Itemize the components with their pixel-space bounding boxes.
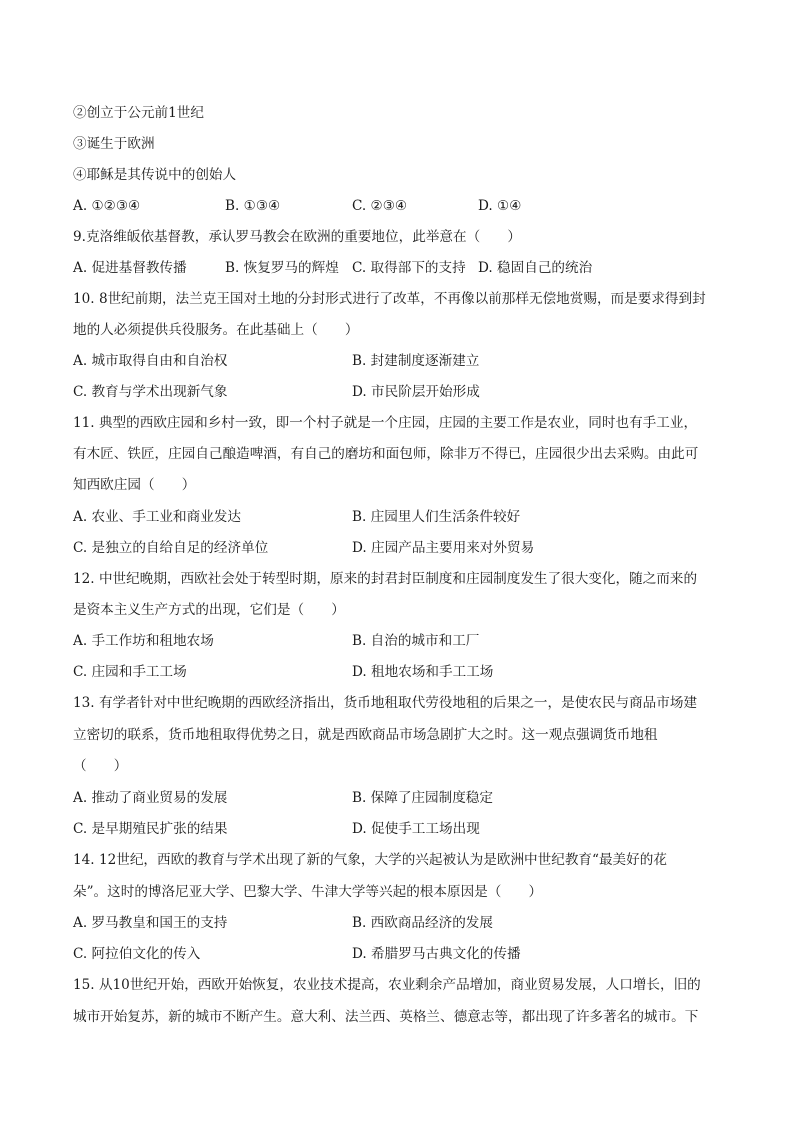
q11-stem-line1: 11. 典型的西欧庄园和乡村一致，即一个村子就是一个庄园，庄园的主要工作是农业，同时也有手工业，	[73, 415, 698, 431]
q14-stem-line1: 14. 12世纪，西欧的教育与学术出现了新的气象，大学的兴起被认为是欧洲中世纪教育“最美好的花	[73, 852, 667, 868]
q9-option-d[interactable]: D. 稳固自己的统治	[478, 260, 593, 276]
q11-stem-line3: 知西欧庄园（ ）	[73, 477, 196, 493]
q13-stem-line2: 立密切的联系，货币地租取得优势之日，就是西欧商品市场急剧扩大之时。这一观点强调货币地租	[73, 727, 658, 743]
q14-option-b[interactable]: B. 西欧商品经济的发展	[352, 915, 493, 931]
q9-stem: 9.克洛维皈依基督教，承认罗马教会在欧洲的重要地位，此举意在（ ）	[73, 229, 521, 245]
q8-option-a[interactable]: A. ①②③④	[73, 198, 141, 214]
q8-option-c[interactable]: C. ②③④	[352, 198, 408, 214]
q10-option-c[interactable]: C. 教育与学术出现新气象	[73, 384, 228, 400]
q13-option-a[interactable]: A. 推动了商业贸易的发展	[73, 790, 228, 806]
q13-option-c[interactable]: C. 是早期殖民扩张的结果	[73, 821, 228, 837]
q14-option-d[interactable]: D. 希腊罗马古典文化的传播	[352, 946, 521, 962]
q15-stem-line2: 城市开始复苏，新的城市不断产生。意大利、法兰西、英格兰、德意志等，都出现了许多著名的城市。下	[73, 1009, 699, 1025]
q8-option-d[interactable]: D. ①④	[478, 198, 522, 214]
statement-3: ③诞生于欧洲	[73, 136, 155, 152]
q10-stem-line2: 地的人必须提供兵役服务。在此基础上（ ）	[73, 322, 359, 338]
q12-stem-line2: 是资本主义生产方式的出现，它们是（ ）	[73, 602, 345, 618]
q11-option-a[interactable]: A. 农业、手工业和商业发达	[73, 509, 241, 525]
q12-option-b[interactable]: B. 自治的城市和工厂	[352, 633, 480, 649]
statement-2: ②创立于公元前1世纪	[73, 105, 204, 121]
q15-stem-line1: 15. 从10世纪开始，西欧开始恢复，农业技术提高，农业剩余产品增加，商业贸易发展，人口增长，旧的	[73, 977, 701, 993]
q9-option-a[interactable]: A. 促进基督教传播	[73, 260, 187, 276]
q14-option-c[interactable]: C. 阿拉伯文化的传入	[73, 946, 201, 962]
q12-option-a[interactable]: A. 手工作坊和租地农场	[73, 633, 214, 649]
q11-option-d[interactable]: D. 庄园产品主要用来对外贸易	[352, 540, 535, 556]
q13-option-d[interactable]: D. 促使手工工场出现	[352, 821, 480, 837]
q11-option-c[interactable]: C. 是独立的自给自足的经济单位	[73, 540, 269, 556]
q13-stem-line3: （ ）	[73, 758, 128, 774]
q10-option-d[interactable]: D. 市民阶层开始形成	[352, 384, 480, 400]
q9-option-c[interactable]: C. 取得部下的支持	[352, 260, 466, 276]
q12-stem-line1: 12. 中世纪晚期，西欧社会处于转型时期，原来的封君封臣制度和庄园制度发生了很大变化，随之而来的	[73, 571, 698, 587]
q14-stem-line2: 朵”。这时的博洛尼亚大学、巴黎大学、牛津大学等兴起的根本原因是（ ）	[73, 884, 543, 900]
statement-4: ④耶稣是其传说中的创始人	[73, 167, 237, 183]
q13-option-b[interactable]: B. 保障了庄园制度稳定	[352, 790, 493, 806]
q13-stem-line1: 13. 有学者针对中世纪晚期的西欧经济指出，货币地租取代劳役地租的后果之一，是使农民与商品市场建	[73, 695, 698, 711]
q11-option-b[interactable]: B. 庄园里人们生活条件较好	[352, 509, 521, 525]
q11-stem-line2: 有木匠、铁匠，庄园自己酿造啤酒，有自己的磨坊和面包师，除非万不得已，庄园很少出去采购。由此可	[73, 446, 699, 462]
q12-option-d[interactable]: D. 租地农场和手工工场	[352, 664, 494, 680]
q10-option-b[interactable]: B. 封建制度逐渐建立	[352, 353, 480, 369]
q10-stem-line1: 10. 8世纪前期，法兰克王国对土地的分封形式进行了改革，不再像以前那样无偿地赏赐，而是要求得到封	[73, 291, 706, 307]
q12-option-c[interactable]: C. 庄园和手工工场	[73, 664, 187, 680]
q10-option-a[interactable]: A. 城市取得自由和自治权	[73, 353, 228, 369]
q8-option-b[interactable]: B. ①③④	[225, 198, 281, 214]
q9-option-b[interactable]: B. 恢复罗马的辉煌	[225, 260, 339, 276]
q14-option-a[interactable]: A. 罗马教皇和国王的支持	[73, 915, 228, 931]
